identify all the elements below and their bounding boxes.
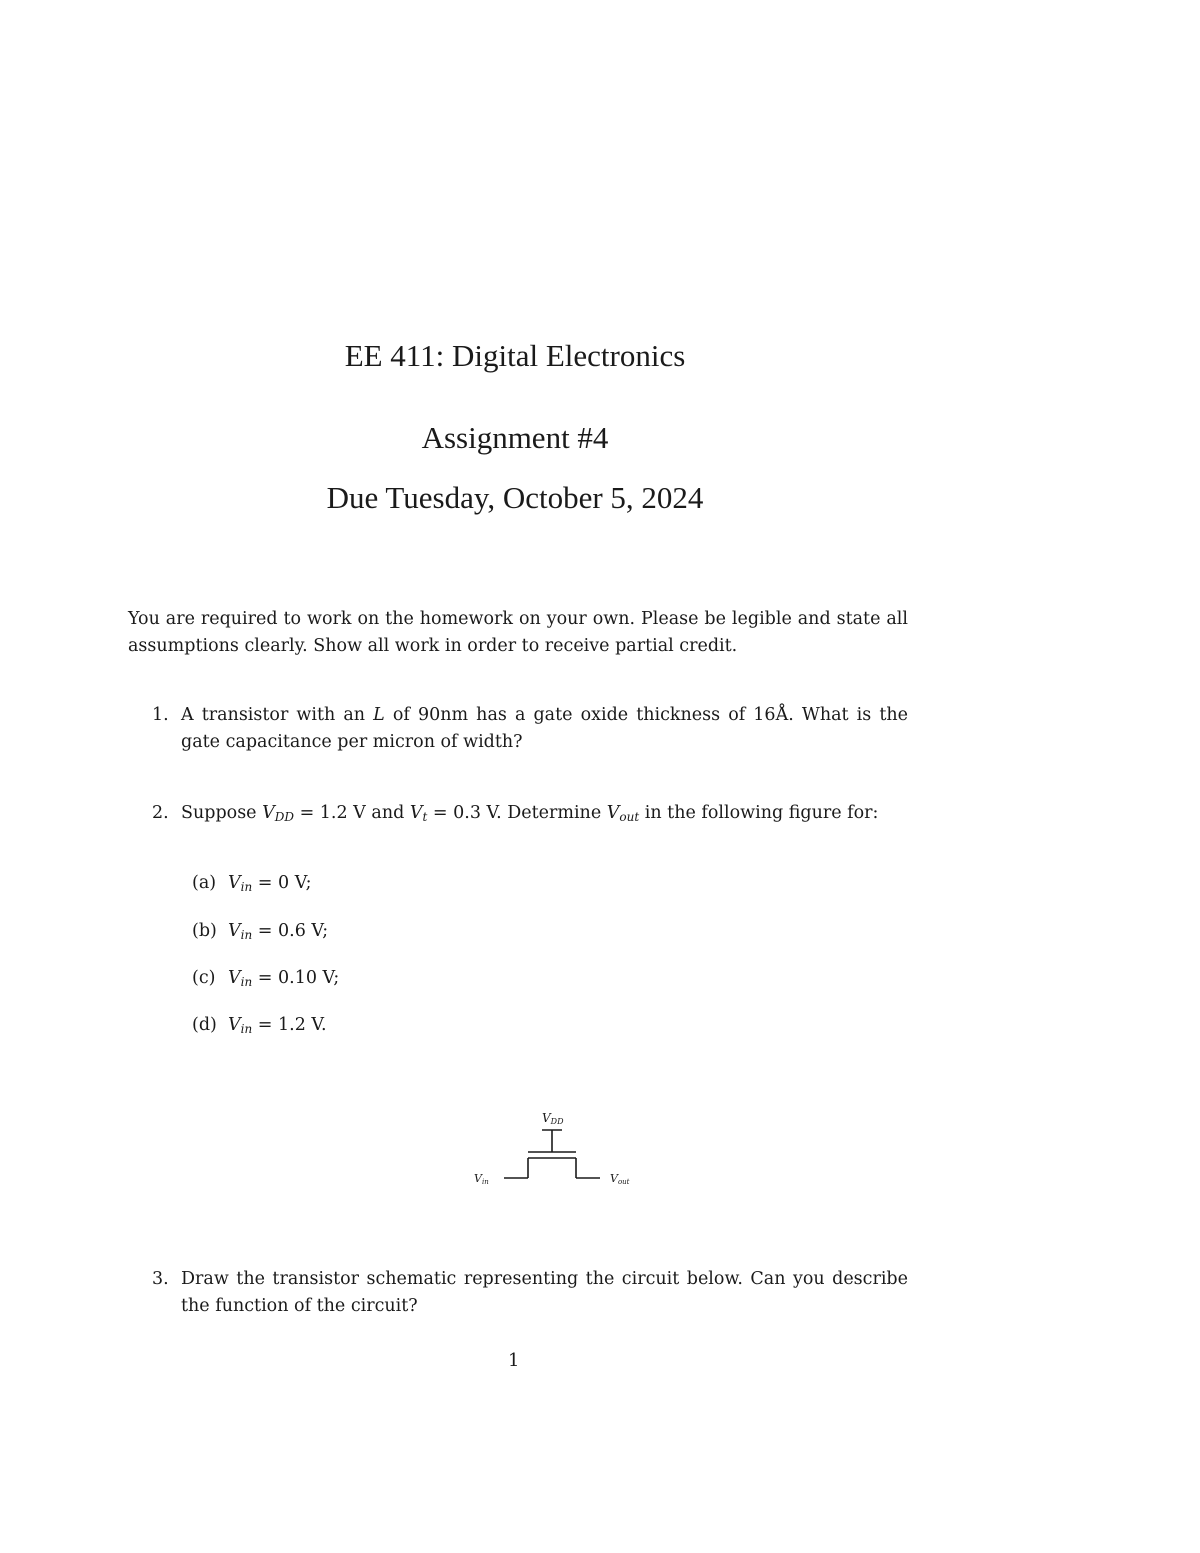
subpart-a: (a) Vin = 0 V; xyxy=(192,873,312,894)
subpart-b: (b) Vin = 0.6 V; xyxy=(192,921,329,942)
vout-label: Vout xyxy=(610,1172,630,1186)
course-title: EE 411: Digital Electronics xyxy=(344,338,686,373)
question-3 xyxy=(152,1266,908,1320)
question-text: A transistor with an L of 90nm has a gate oxide thickness of 16Å. What is the gate capacitance per micron of width? xyxy=(181,705,908,752)
page-number: 1 xyxy=(508,1350,520,1371)
question-number: 2. xyxy=(152,803,169,823)
vin-label: Vin xyxy=(474,1172,489,1186)
due-date: Due Tuesday, October 5, 2024 xyxy=(326,480,704,515)
question-number: 3. xyxy=(152,1269,169,1289)
question-1 xyxy=(152,702,908,756)
question-2 xyxy=(152,800,908,831)
instructions: You are required to work on the homework on your own. Please be legible and state all assumptions clearly. Show all work in order to receive partial credit. xyxy=(128,609,908,656)
question-text: Suppose VDD = 1.2 V and Vt = 0.3 V. Determine Vout in the following figure for: xyxy=(181,803,879,824)
nmos-pass-transistor-diagram xyxy=(470,1102,650,1197)
question-number: 1. xyxy=(152,705,169,725)
vdd-label: VDD xyxy=(542,1111,564,1126)
subpart-c: (c) Vin = 0.10 V; xyxy=(192,968,340,989)
question-text: Draw the transistor schematic representing the circuit below. Can you describe the function of the circuit? xyxy=(181,1269,908,1316)
subpart-d: (d) Vin = 1.2 V. xyxy=(192,1015,327,1036)
assignment-title: Assignment #4 xyxy=(421,420,609,455)
